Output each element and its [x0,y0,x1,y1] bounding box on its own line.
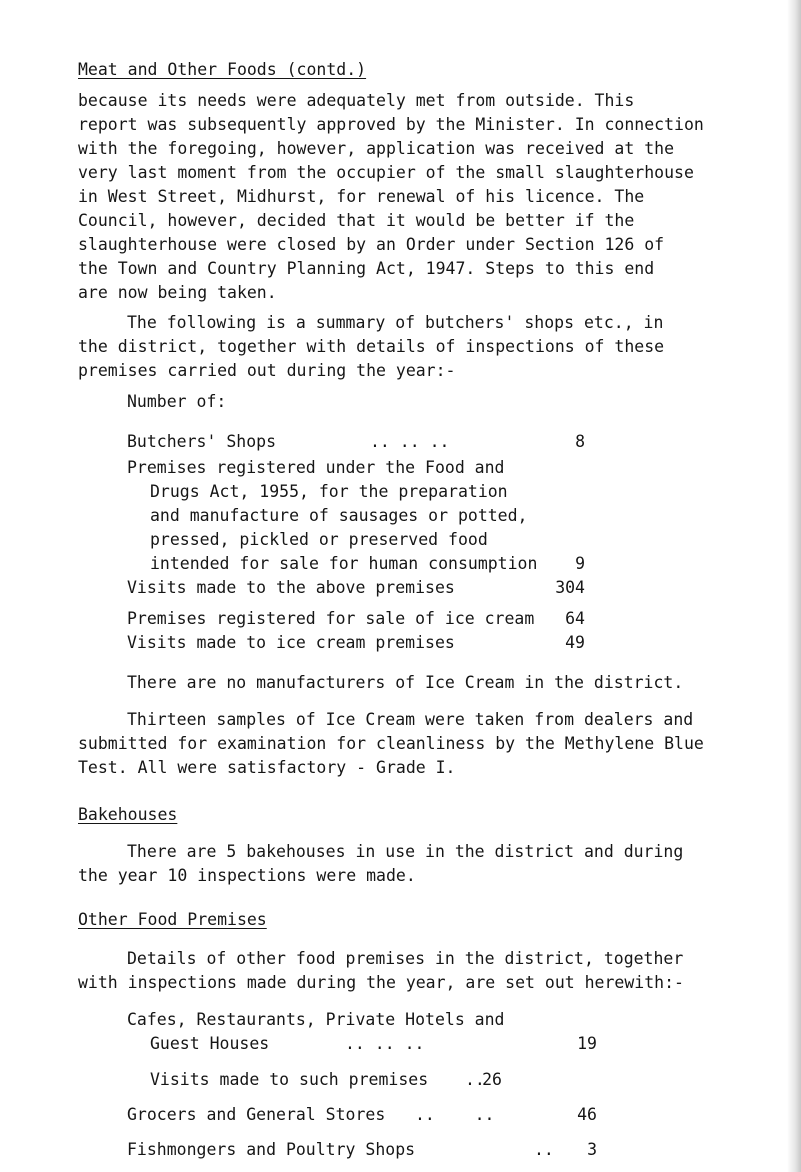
item-line: Drugs Act, 1955, for the preparation [150,482,508,501]
butchers-shops-value: 8 [575,432,585,451]
other-food-premises-heading: Other Food Premises [78,910,267,929]
ice-cream-registered-value: 64 [565,609,585,628]
fishmongers-label: Fishmongers and Poultry Shops [127,1140,416,1159]
paragraph-line: slaughterhouse were closed by an Order under Section 126 of [78,235,665,254]
paragraph-line: are now being taken. [78,283,277,302]
bakehouses-heading: Bakehouses [78,805,178,824]
paragraph-line: with the foregoing, however, application was received at the [78,139,675,158]
ice-cream-visits-value: 49 [565,633,585,652]
item-line: and manufacture of sausages or potted, [150,506,528,525]
number-of-label: Number of: [127,392,227,411]
paragraph-line: in West Street, Midhurst, for renewal of his licence. The [78,187,645,206]
leader-dots: .. .. .. [370,432,450,451]
paragraph-line: Test. All were satisfactory - Grade I. [78,758,456,777]
paragraph-line: submitted for examination for cleanliness by the Methylene Blue [78,734,704,753]
paragraph-line: There are 5 bakehouses in use in the district and during [127,842,684,861]
section-header: Meat and Other Foods (contd.) [78,60,367,79]
paragraph-line: because its needs were adequately met from outside. This [78,91,635,110]
leader-dots: .. [534,1140,554,1159]
item-line: intended for sale for human consumption [150,554,538,573]
grocers-label: Grocers and General Stores [127,1105,386,1124]
paragraph-line: very last moment from the occupier of the small slaughterhouse [78,163,694,182]
leader-dots: .. .. [415,1105,495,1124]
paragraph-line: with inspections made during the year, are set out herewith:- [78,973,684,992]
cafes-label-line: Guest Houses [150,1034,270,1053]
leader-dots: .. [465,1070,485,1089]
no-manufacturers-text: There are no manufacturers of Ice Cream in the district. [127,673,684,692]
paragraph-line: the district, together with details of inspections of these [78,337,665,356]
paragraph-line: The following is a summary of butchers' shops etc., in [127,313,664,332]
visits-such-label: Visits made to such premises [150,1070,429,1089]
paragraph-line: Thirteen samples of Ice Cream were taken from dealers and [127,710,694,729]
paragraph-line: report was subsequently approved by the Minister. In connection [78,115,704,134]
cafes-label-line: Cafes, Restaurants, Private Hotels and [127,1010,505,1029]
scan-edge-shadow [787,0,801,1172]
visits-above-value: 304 [555,578,585,597]
item-line: pressed, pickled or preserved food [150,530,488,549]
item-line: Premises registered under the Food and [127,458,505,477]
butchers-shops-label: Butchers' Shops [127,432,277,451]
paragraph-line: the Town and Country Planning Act, 1947. Steps to this end [78,259,655,278]
visits-above-label: Visits made to the above premises [127,578,455,597]
paragraph-line: premises carried out during the year:- [78,361,456,380]
visits-such-value: 26 [482,1070,502,1089]
premises-registered-value: 9 [575,554,585,573]
ice-cream-registered-label: Premises registered for sale of ice cream [127,609,535,628]
fishmongers-value: 3 [587,1140,597,1159]
paragraph-line: Details of other food premises in the district, together [127,949,684,968]
grocers-value: 46 [577,1105,597,1124]
paragraph-line: the year 10 inspections were made. [78,866,416,885]
paragraph-line: Council, however, decided that it would be better if the [78,211,635,230]
leader-dots: .. .. .. [345,1034,425,1053]
ice-cream-visits-label: Visits made to ice cream premises [127,633,455,652]
cafes-value: 19 [577,1034,597,1053]
